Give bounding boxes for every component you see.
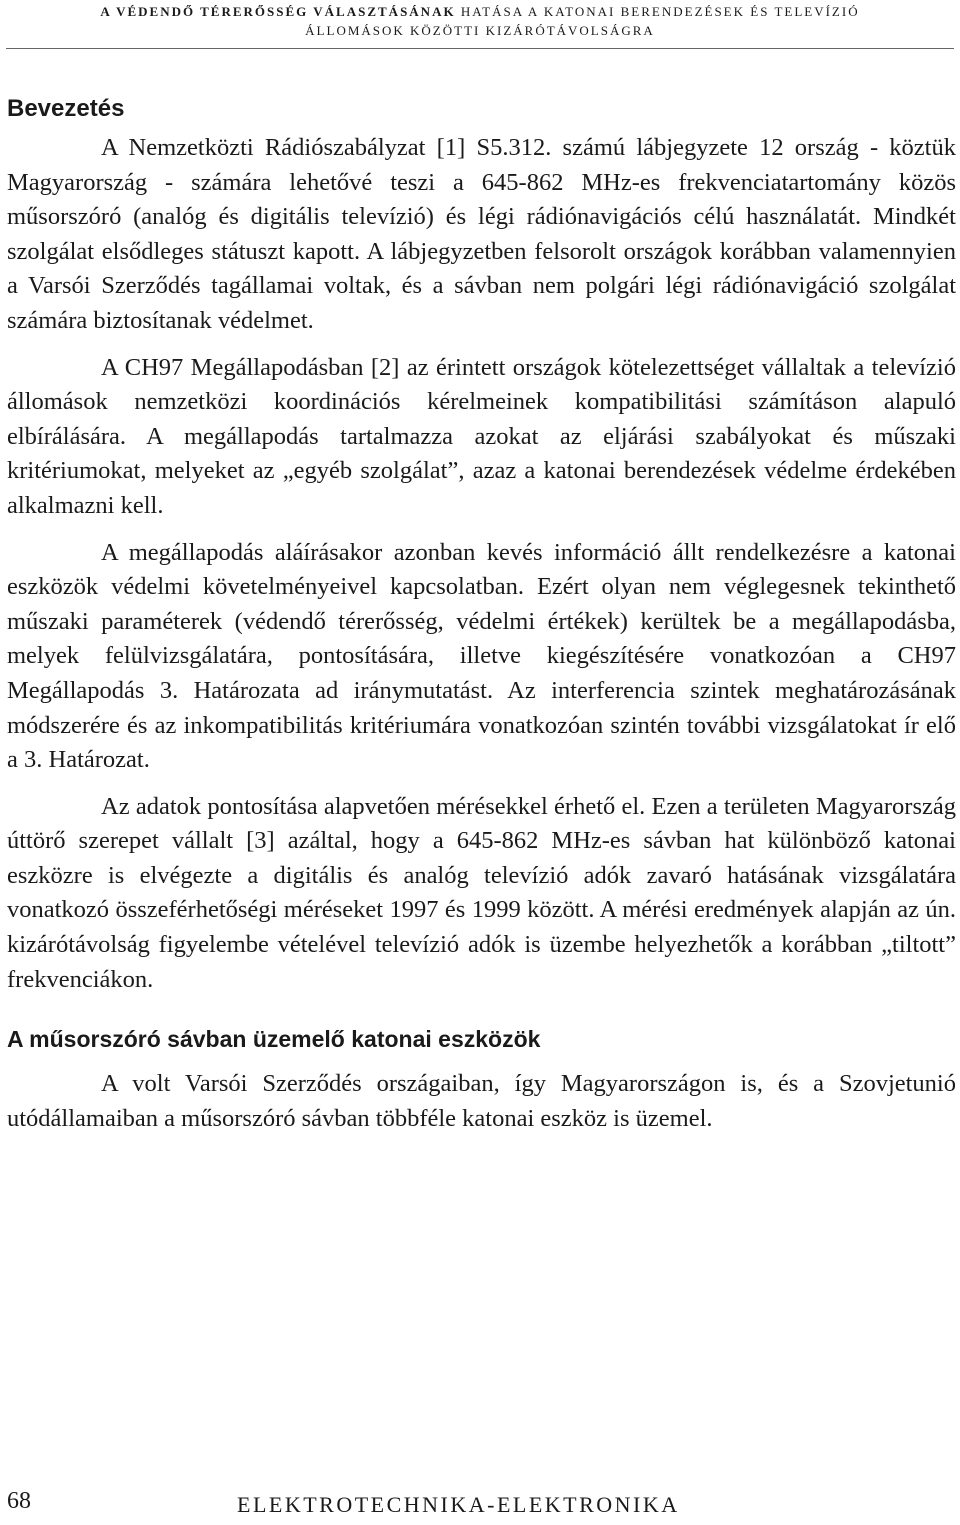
running-header-rest: HATÁSA A KATONAI BERENDEZÉSEK ÉS TELEVÍZIÓ [455, 4, 860, 19]
article-body [7, 93, 956, 1148]
journal-name: ELEKTROTECHNIKA-ELEKTRONIKA [237, 1492, 680, 1517]
section-heading-military-devices: A műsorszóró sávban üzemelő katonai eszközök [7, 1026, 541, 1053]
paragraph: A megállapodás aláírásakor azonban kevés információ állt rendelkezésre a katonai eszközök védelmi követelményeivel kapcsolatban. Ezért olyan nem véglegesnek tekinthető műszaki paraméterek (védendő térerősség, védelmi értékek) kerültek be a megállapodásba, melyek felülvizsgálatára, pontosítására, illetve kiegészítésére vonatkozóan a CH97 Megállapodás 3. Határozata ad iránymutatást. Az interferencia szintek meghatározásának módszerére és az inkompatibilitás kritériumára vonatkozóan szintén további vizsgálatokat ír elő a 3. Határozat. [7, 538, 956, 774]
running-header-line-1 [8, 2, 952, 21]
paragraph: A Nemzetközti Rádiószabályzat [1] S5.312. számú lábjegyzete 12 ország - köztük Magyarország - számára lehetővé teszi a 645-862 MHz-es frekvenciatartomány közös műsorszóró (analóg és digitális televízió) és légi rádiónavigációs célú használatát. Mindkét szolgálat elsődleges státuszt kapott. A lábjegyzetben felsorolt országok korábban valamennyien a Varsói Szerződés tagállamai voltak, és a sávban nem polgári légi rádiónavigáció szolgálat számára biztosítanak védelmet. [7, 134, 956, 334]
page-number: 68 [7, 1488, 31, 1514]
paragraph: Az adatok pontosítása alapvetően mérésekkel érhető el. Ezen a területen Magyarország úttörő szerepet vállalt [3] azáltal, hogy a 645-862 MHz-es sávban hat különböző katonai eszközre is elvégezte a digitális és analóg televízió adók zavaró hatásának vizsgálatára vonatkozó összeférhetőségi méréseket 1997 és 1999 között. A mérési eredmények alapján az ún. kizárótávolság figyelembe vételével televízió adók is üzembe helyezhetők a korábban „tiltott” frekvenciákon. [7, 792, 956, 993]
paragraph: A CH97 Megállapodásban [2] az érintett országok kötelezettséget vállaltak a televízió állomások nemzetközi koordinációs kérelmeinek kompatibilitási számításon alapuló elbírálására. A megállapodás tartalmazza azokat az eljárási szabályokat és műszaki kritériumokat, melyeket az „egyéb szolgálat”, azaz a katonai berendezések védelme érdekében alkalmazni kell. [7, 353, 956, 519]
header-divider [6, 48, 954, 49]
page-footer [7, 1488, 953, 1522]
section-heading-introduction: Bevezetés [7, 95, 125, 122]
running-header [8, 2, 952, 40]
running-header-line-2: ÁLLOMÁSOK KÖZÖTTI KIZÁRÓTÁVOLSÁGRA [305, 23, 655, 38]
paragraph: A volt Varsói Szerződés országaiban, így Magyarországon is, és a Szovjetunió utódállamaiban a műsorszóró sávban többféle katonai eszköz is üzemel. [7, 1070, 956, 1132]
running-header-bold: A VÉDENDŐ TÉRERŐSSÉG VÁLASZTÁSÁNAK [100, 4, 456, 19]
